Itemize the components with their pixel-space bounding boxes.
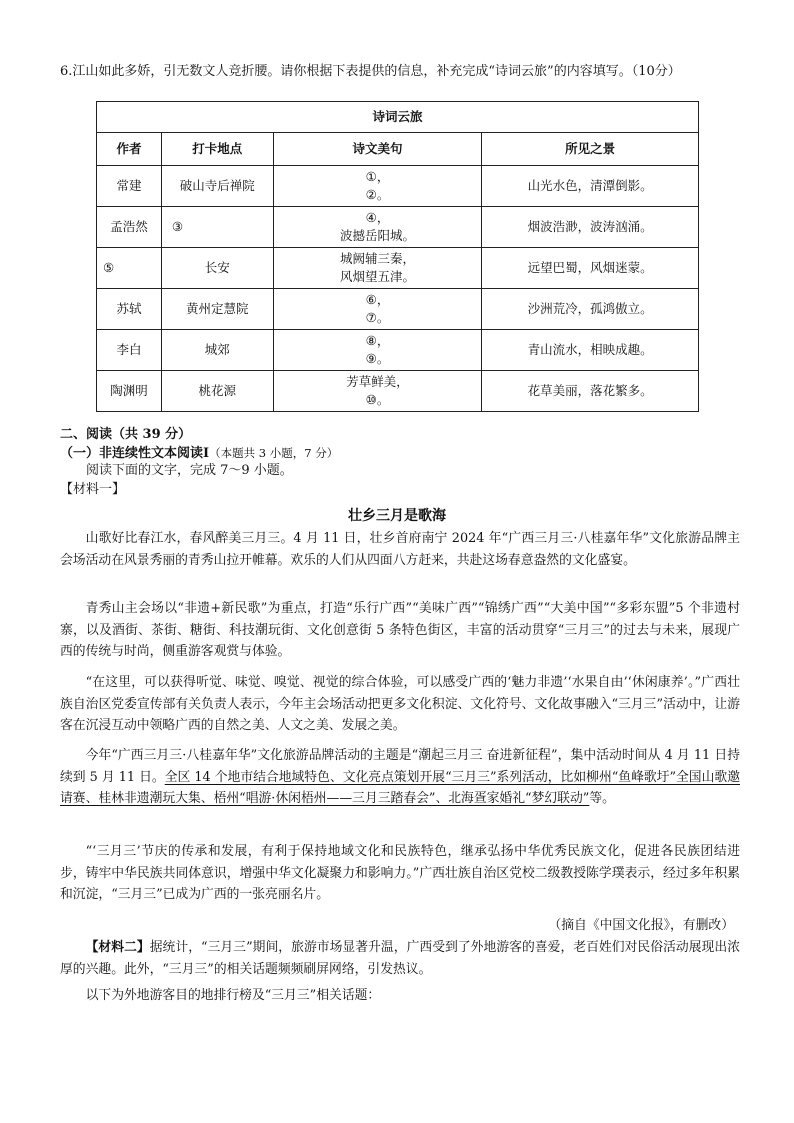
scene-cell: 山光水色，清潭倒影。 bbox=[482, 166, 699, 207]
blank-7: ⑦ bbox=[365, 310, 377, 325]
instruction: 阅读下面的文字，完成 7～9 小题。 bbox=[86, 463, 293, 478]
table-row bbox=[97, 330, 699, 371]
author-cell: 孟浩然 bbox=[97, 207, 162, 248]
place-cell: 城郊 bbox=[161, 330, 273, 371]
place-cell: 桃花源 bbox=[161, 371, 273, 412]
material2-followup: 以下为外地游客目的地排行榜及“三月三”相关话题： bbox=[85, 988, 381, 1003]
scene-cell: 沙洲荒冷，孤鸿傲立。 bbox=[482, 289, 699, 330]
header-lines: 诗文美句 bbox=[273, 133, 482, 166]
blank-2: ② bbox=[365, 187, 377, 202]
paragraph-3: “在这里，可以获得听觉、味觉、嗅觉、视觉的综合体验，可以感受广西的‘魅力非遗’‘水果自由’‘休闲康养’。”广西壮族自治区党委宣传部有关负责人表示，今年主会场活动把更多文化积淀、文化符号、文化故事融入“三月三”活动中，让游客在沉浸互动中领略广西的自然之美、人文之美、发展之美。 bbox=[60, 675, 740, 734]
blank-4: ④ bbox=[365, 210, 377, 225]
lines-cell: ①， ②。 bbox=[273, 166, 482, 207]
section-title: 二、阅读（共 39 分） bbox=[60, 427, 192, 442]
place-cell: 黄州定慧院 bbox=[161, 289, 273, 330]
material2-label: 【材料二】 bbox=[85, 940, 150, 955]
header-author: 作者 bbox=[97, 133, 162, 166]
table-row bbox=[97, 248, 699, 289]
poetry-table bbox=[96, 101, 699, 412]
article-title: 壮乡三月是歌海 bbox=[348, 508, 446, 524]
lines-cell: ④， 波撼岳阳城。 bbox=[273, 207, 482, 248]
scene-cell: 烟波浩渺，波涛汹涌。 bbox=[482, 207, 699, 248]
lines-cell: ⑧， ⑨。 bbox=[273, 330, 482, 371]
subsection-title: （一）非连续性文本阅读Ⅰ（本题共 3 小题，7 分） bbox=[60, 446, 339, 461]
author-cell: ⑤ bbox=[97, 248, 162, 289]
table-row bbox=[97, 207, 699, 248]
material1-label: 【材料一】 bbox=[60, 482, 126, 497]
question-6-prompt: 6.江山如此多娇，引无数文人竞折腰。请你根据下表提供的信息，补充完成“诗词云旅”的内容填写。（10分） bbox=[60, 64, 681, 79]
paragraph-2: 青秀山主会场以“非遗+新民歌”为重点，打造“乐行广西”“美味广西”“锦绣广西”“大美中国”“多彩东盟”5 个非遗村寨，以及酒街、茶街、糖街、科技潮玩街、文化创意街 5 条特色街区，丰富的活动贯穿“三月三”的过去与未来，展现广西的传统与时尚，侧重游客观赏与体验。 bbox=[60, 601, 740, 660]
scene-cell: 青山流水，相映成趣。 bbox=[482, 330, 699, 371]
paragraph-5: “‘三月三’节庆的传承和发展，有利于保持地域文化和民族特色，继承弘扬中华优秀民族文化，促进各民族团结进步，铸牢中华民族共同体意识，增强中华文化凝聚力和影响力。”广西壮族自治区党校二级教授陈学璞表示，经过多年积累和沉淀，“三月三”已成为广西的一张亮丽名片。 bbox=[60, 844, 740, 903]
underlined-sentence: 全区 14 个地市结合地域特色、文化亮点策划开展“三月三”系列活动，比如柳州“鱼峰歌圩”全国山歌邀请赛、桂林非遗潮玩大集、梧州“唱游·休闲梧州——三月三踏春会”、北海疍家婚礼“梦幻联动” bbox=[60, 769, 741, 807]
blank-1: ① bbox=[365, 169, 377, 184]
blank-8: ⑧ bbox=[365, 333, 377, 348]
place-cell: 破山寺后禅院 bbox=[161, 166, 273, 207]
table-row bbox=[97, 289, 699, 330]
paragraph-1: 山歌好比春江水，春风醉美三月三。4 月 11 日，壮乡首府南宁 2024 年“广西三月三·八桂嘉年华”文化旅游品牌主会场活动在风景秀丽的青秀山拉开帷幕。欢乐的人们从四面八方赶来，共赴这场春意盎然的文化盛宴。 bbox=[60, 531, 740, 568]
header-place: 打卡地点 bbox=[161, 133, 273, 166]
scene-cell: 花草美丽，落花繁多。 bbox=[482, 371, 699, 412]
article-source: （摘自《中国文化报》，有删改） bbox=[548, 918, 734, 933]
place-cell: ③ bbox=[161, 207, 273, 248]
blank-9: ⑨ bbox=[365, 351, 377, 366]
author-cell: 李白 bbox=[97, 330, 162, 371]
table-row bbox=[97, 371, 699, 412]
material2-paragraph: 【材料二】据统计，“三月三”期间，旅游市场显著升温，广西受到了外地游客的喜爱，老百姓们对民俗活动展现出浓厚的兴趣。此外，“三月三”的相关话题频频刷屏网络，引发热议。 bbox=[60, 940, 741, 977]
lines-cell: ⑥， ⑦。 bbox=[273, 289, 482, 330]
paragraph-4: 今年“广西三月三·八桂嘉年华”文化旅游品牌活动的主题是“潮起三月三 奋进新征程”，集中活动时间从 4 月 11 日持续到 5 月 11 日。全区 14 个地市结合地域特色、文化亮点策划开展“三月三”系列活动，比如柳州“鱼峰歌圩”全国山歌邀请赛、桂林非遗潮玩大集、梧州“唱游·休闲梧州——三月三踏春会”、北海疍家婚礼“梦幻联动”等。 bbox=[60, 748, 741, 807]
table-row bbox=[97, 166, 699, 207]
header-scene: 所见之景 bbox=[482, 133, 699, 166]
table-title: 诗词云旅 bbox=[97, 102, 699, 133]
blank-10: ⑩ bbox=[365, 392, 377, 407]
author-cell: 苏轼 bbox=[97, 289, 162, 330]
author-cell: 常建 bbox=[97, 166, 162, 207]
scene-cell: 远望巴蜀，风烟迷蒙。 bbox=[482, 248, 699, 289]
blank-6: ⑥ bbox=[365, 292, 377, 307]
lines-cell: 芳草鲜美， ⑩。 bbox=[273, 371, 482, 412]
lines-cell: 城阙辅三秦， 风烟望五津。 bbox=[273, 248, 482, 289]
place-cell: 长安 bbox=[161, 248, 273, 289]
author-cell: 陶渊明 bbox=[97, 371, 162, 412]
